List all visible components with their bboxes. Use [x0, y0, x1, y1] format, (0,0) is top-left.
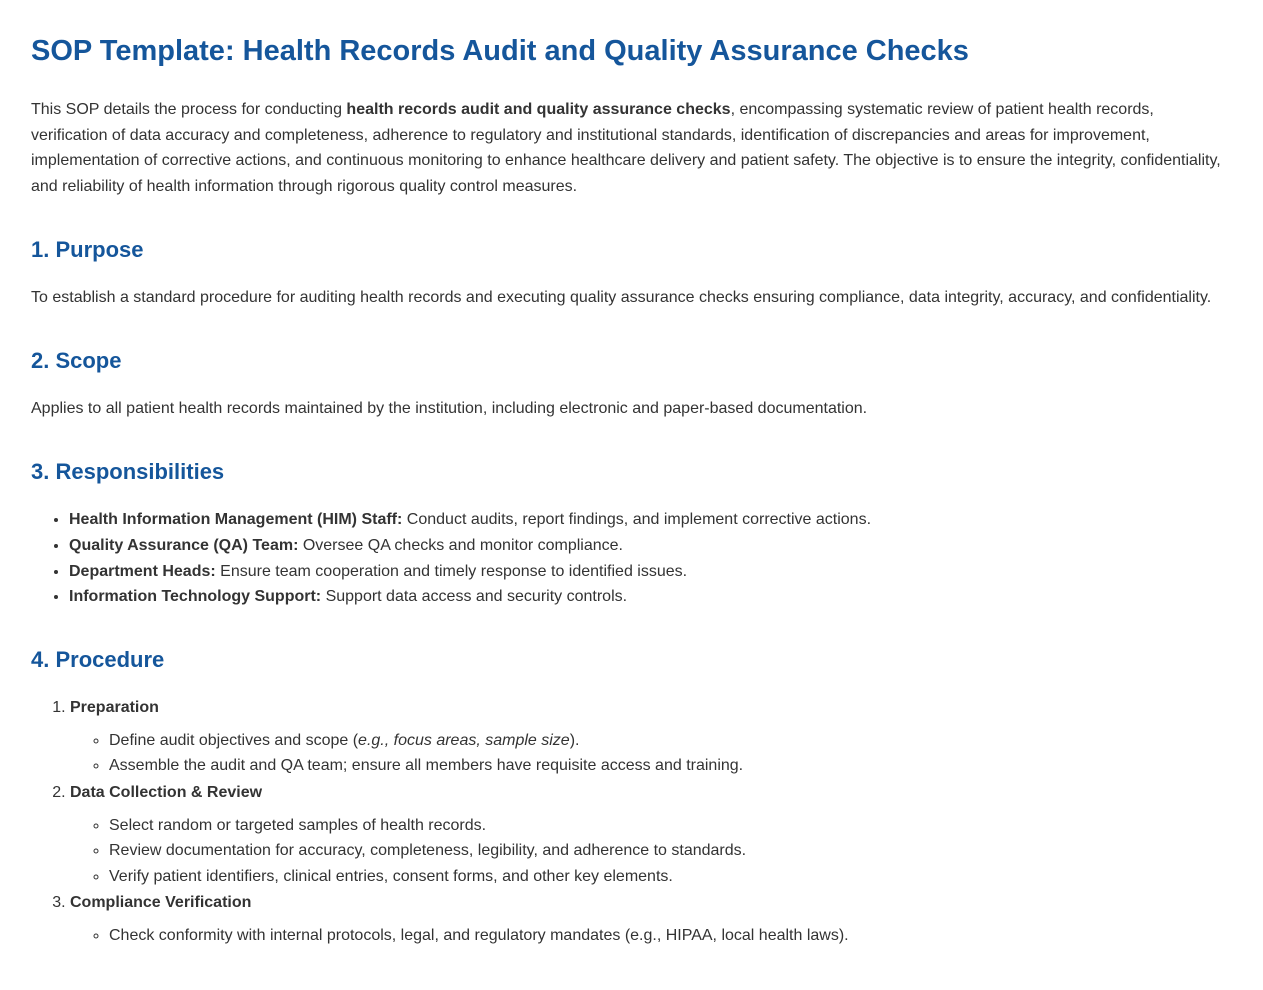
responsibility-role: Department Heads:: [69, 562, 216, 580]
substep-text-italic: e.g., focus areas, sample size: [358, 731, 570, 749]
list-item: [69, 584, 1225, 610]
procedure-step: [70, 890, 1225, 948]
list-item: [109, 728, 1225, 754]
procedure-substeps: [70, 813, 1225, 890]
section-heading-scope: 2. Scope: [31, 347, 122, 373]
intro-text-post: , encompassing systematic review of patient health records, verification of data accuracy and completeness, adherence to regulatory and institutional standards, identification of discrepancies and areas for improvement, implementation of corrective actions, and continuous monitoring to enhance healthcare delivery and patient safety. The objective is to ensure the integrity, confidentiality, and reliability of health information through rigorous quality control measures.: [31, 101, 1221, 196]
responsibility-role: Quality Assurance (QA) Team:: [69, 536, 299, 554]
list-item: ◦ Select random or targeted samples of health records.: [109, 813, 1225, 839]
responsibility-role: Health Information Management (HIM) Staff:: [69, 511, 403, 529]
responsibility-description: Ensure team cooperation and timely response to identified issues.: [215, 562, 688, 580]
section-heading-purpose: 1. Purpose: [31, 236, 144, 262]
procedure-step: [70, 695, 1225, 779]
procedure-step: [70, 780, 1225, 889]
responsibility-role: Information Technology Support:: [69, 588, 322, 606]
procedure-step-title: Preparation: [70, 699, 159, 717]
scope-body: Applies to all patient health records maintained by the institution, including electronic and paper-based documentation.: [31, 400, 868, 418]
page-title: SOP Template: Health Records Audit and Quality Assurance Checks: [31, 35, 969, 67]
list-item: [69, 559, 1225, 585]
section-heading-responsibilities: 3. Responsibilities: [31, 458, 225, 484]
intro-text-pre: This SOP details the process for conducting: [31, 101, 347, 119]
responsibilities-list: [31, 507, 1225, 609]
procedure-step-title: Compliance Verification: [70, 894, 252, 912]
responsibility-description: Support data access and security controls.: [321, 588, 628, 606]
list-item: [69, 507, 1225, 533]
intro-paragraph: [31, 97, 1225, 199]
procedure-substeps: [70, 923, 1225, 949]
section-heading-procedure: 4. Procedure: [31, 646, 165, 672]
intro-text-bold: health records audit and quality assurance checks: [346, 101, 731, 119]
purpose-body: To establish a standard procedure for auditing health records and executing quality assurance checks ensuring compliance, data integrity, accuracy, and confidentiality.: [31, 289, 1212, 307]
substep-text-post: ).: [569, 731, 580, 749]
substep-text-pre: Define audit objectives and scope (: [109, 731, 359, 749]
responsibility-description: Conduct audits, report findings, and implement corrective actions.: [402, 511, 872, 529]
list-item: [69, 533, 1225, 559]
procedure-list: [31, 695, 1225, 948]
procedure-step-title: Data Collection & Review: [70, 783, 263, 801]
procedure-substeps: [70, 728, 1225, 779]
responsibility-description: Oversee QA checks and monitor compliance.: [298, 536, 623, 554]
list-item: ◦ Review documentation for accuracy, completeness, legibility, and adherence to standards.: [109, 838, 1225, 864]
list-item: ◦ Verify patient identifiers, clinical entries, consent forms, and other key elements.: [109, 864, 1225, 890]
list-item: ◦ Check conformity with internal protocols, legal, and regulatory mandates (e.g., HIPAA, local health laws).: [109, 923, 1225, 949]
list-item: ◦ Assemble the audit and QA team; ensure all members have requisite access and training.: [109, 753, 1225, 779]
